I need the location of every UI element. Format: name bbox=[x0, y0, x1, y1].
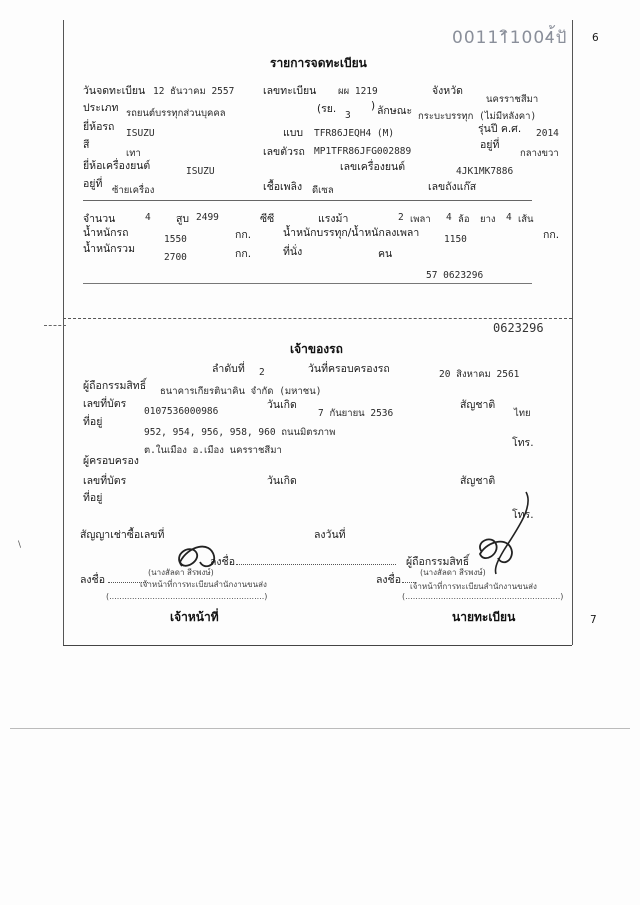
type-label: ประเภท bbox=[83, 102, 119, 114]
chassis-location-value: กลางขวา bbox=[520, 148, 559, 159]
weight-load-label: น้ำหนักบรรทุก/น้ำหนักลงเพลา bbox=[283, 227, 420, 239]
weight-car-label: น้ำหนักรถ bbox=[83, 227, 129, 239]
weight-car-value: 1550 bbox=[164, 234, 187, 245]
left-role: เจ้าหน้าที่ bbox=[170, 610, 219, 624]
brand-value: ISUZU bbox=[126, 128, 155, 139]
nationality-label: สัญชาติ bbox=[460, 399, 496, 411]
cyl-label: สูบ bbox=[176, 213, 190, 225]
reg-bottom-line bbox=[83, 283, 532, 284]
nature-value: กระบะบรรทุก (ไม่มีหลังคา) bbox=[418, 111, 537, 122]
left-border bbox=[63, 20, 64, 645]
possessor-label: ผู้ครอบครอง bbox=[83, 455, 139, 467]
left-sign-line bbox=[236, 564, 396, 565]
address2-label: ที่อยู่ bbox=[83, 492, 103, 504]
left-signer-name: (นางสัลดา สีรพงษ์) bbox=[148, 568, 214, 577]
right-paren-line: (.............................................................) bbox=[402, 592, 564, 601]
seq-value: 2 bbox=[259, 367, 265, 378]
model-value: TFR86JEQH4 (M) bbox=[314, 128, 395, 139]
rs-close: ) bbox=[371, 100, 376, 112]
cyl-count-value: 4 bbox=[145, 212, 151, 223]
registration-serial: 57 0623296 bbox=[426, 270, 484, 281]
fuel-label: เชื้อเพลิง bbox=[263, 181, 303, 193]
lease-label: สัญญาเช่าซื้อเลขที่ bbox=[80, 529, 165, 541]
kg2: กก. bbox=[543, 229, 560, 241]
tires-label: ยาง bbox=[480, 214, 496, 225]
cc-value: 2499 bbox=[196, 212, 219, 223]
nationality-value: ไทย bbox=[514, 408, 531, 419]
chassis-label: เลขตัวรถ bbox=[263, 146, 305, 158]
address-line2: ต.ในเมือง อ.เมือง นครราชสีมา bbox=[144, 445, 282, 456]
right-signer-position: เจ้าหน้าที่การทะเบียนสำนักงานขนส่ง bbox=[410, 582, 537, 591]
left-sign-label2: ลงชื่อ bbox=[80, 574, 105, 586]
left-paren-line: (.............................................................) bbox=[106, 592, 268, 601]
birth-value: 7 กันยายน 2536 bbox=[318, 408, 394, 419]
color-value: เทา bbox=[126, 148, 141, 159]
address-label: ที่อยู่ bbox=[83, 416, 103, 428]
possession-date-label: วันที่ครอบครองรถ bbox=[308, 363, 390, 375]
bottom-border bbox=[63, 645, 572, 646]
cc-label: ซีซี bbox=[260, 213, 275, 225]
page-mark: 7 bbox=[590, 614, 597, 626]
weight-load-value: 1150 bbox=[444, 234, 467, 245]
weight-total-label: น้ำหนักรวม bbox=[83, 243, 135, 255]
id2-label: เลขที่บัตร bbox=[83, 475, 127, 487]
right-owner-label: ผู้ถือกรรมสิทธิ์ bbox=[406, 556, 470, 568]
kg3: กก. bbox=[235, 248, 252, 260]
sign-date-label: ลงวันที่ bbox=[314, 529, 346, 541]
wheels-label: ล้อ bbox=[458, 214, 470, 225]
handwritten-code: 00111ิ1004้ปั bbox=[452, 28, 568, 48]
model-year-value: 2014 bbox=[536, 128, 559, 139]
seats-unit: คน bbox=[378, 248, 393, 260]
hp-label: แรงม้า bbox=[318, 213, 349, 225]
color-label: สี bbox=[83, 139, 90, 151]
reg-no-label: เลขทะเบียน bbox=[263, 85, 317, 97]
rs-value: 3 bbox=[345, 110, 351, 121]
wheels-value: 4 bbox=[446, 212, 452, 223]
left-sign-label: ลงชื่อ bbox=[210, 556, 235, 568]
owner-value: ธนาคารเกียรตินาคิน จำกัด (มหาชน) bbox=[160, 386, 322, 397]
nationality2-label: สัญชาติ bbox=[460, 475, 496, 487]
engine-no-label: เลขเครื่องยนต์ bbox=[340, 161, 406, 173]
right-sign-label: ลงชื่อ bbox=[376, 574, 401, 586]
fuel-value: ดีเซล bbox=[312, 185, 334, 196]
scan-mark bbox=[44, 325, 66, 326]
left-signer-position: เจ้าหน้าที่การทะเบียนสำนักงานขนส่ง bbox=[140, 580, 267, 589]
model-label: แบบ bbox=[283, 127, 304, 139]
page-number: 6 bbox=[592, 32, 599, 44]
possession-date-value: 20 สิงหาคม 2561 bbox=[439, 369, 520, 380]
engine-brand-value: ISUZU bbox=[186, 166, 215, 177]
reg-date-value: 12 ธันวาคม 2557 bbox=[153, 86, 235, 97]
registration-title: รายการจดทะเบียน bbox=[270, 56, 367, 70]
reg-divider bbox=[83, 200, 532, 201]
province-value: นครราชสีมา bbox=[486, 94, 539, 105]
page-edge-line bbox=[10, 728, 630, 729]
scan-tick: \ bbox=[18, 540, 22, 550]
engine-brand-label: ยี่ห้อเครื่องยนต์ bbox=[83, 160, 151, 172]
address-line1: 952, 954, 956, 958, 960 ถนนมิตรภาพ bbox=[144, 427, 336, 438]
axles-value: 2 bbox=[398, 212, 404, 223]
brand-label: ยี่ห้อรถ bbox=[83, 121, 115, 133]
right-role: นายทะเบียน bbox=[452, 610, 516, 624]
id-value: 0107536000986 bbox=[144, 406, 219, 417]
gas-tank-label: เลขถังแก๊ส bbox=[428, 181, 477, 193]
weight-total-value: 2700 bbox=[164, 252, 187, 263]
province-label: จังหวัด bbox=[432, 85, 463, 97]
engine-no-value: 4JK1MK7886 bbox=[456, 166, 514, 177]
engine-location-label: อยู่ที่ bbox=[83, 178, 103, 190]
engine-location-value: ซ้ายเครื่อง bbox=[112, 185, 155, 196]
birth2-label: วันเกิด bbox=[267, 475, 297, 487]
birth-label: วันเกิด bbox=[267, 399, 297, 411]
owner-label: ผู้ถือกรรมสิทธิ์ bbox=[83, 380, 147, 392]
seats-label: ที่นั่ง bbox=[283, 246, 303, 258]
owner-title: เจ้าของรถ bbox=[290, 342, 343, 356]
section-divider bbox=[63, 318, 572, 319]
reg-no-value: ผผ 1219 bbox=[338, 86, 378, 97]
right-signer-name: (นางสัลดา สีรพงษ์) bbox=[420, 568, 486, 577]
tires-unit: เส้น bbox=[518, 214, 534, 225]
cyl-count-label: จำนวน bbox=[83, 213, 116, 225]
phone2-label: โทร. bbox=[512, 509, 534, 521]
type-value: รถยนต์บรรทุกส่วนบุคคล bbox=[126, 108, 226, 119]
axles-label: เพลา bbox=[410, 214, 431, 225]
kg1: กก. bbox=[235, 229, 252, 241]
tires-value: 4 bbox=[506, 212, 512, 223]
nature-label: ลักษณะ bbox=[377, 105, 413, 117]
seq-label: ลำดับที่ bbox=[212, 363, 245, 375]
chassis-location-label: อยู่ที่ bbox=[480, 139, 500, 151]
id-label: เลขที่บัตร bbox=[83, 398, 127, 410]
right-border bbox=[572, 20, 573, 645]
rs-label: (รย. bbox=[317, 103, 337, 115]
phone-label: โทร. bbox=[512, 437, 534, 449]
model-year-label: รุ่นปี ค.ศ. bbox=[478, 123, 522, 135]
owner-top-serial: 0623296 bbox=[493, 321, 544, 335]
chassis-value: MP1TFR86JFG002889 bbox=[314, 146, 412, 157]
right-signature-mark bbox=[468, 488, 538, 578]
reg-date-label: วันจดทะเบียน bbox=[83, 85, 146, 97]
